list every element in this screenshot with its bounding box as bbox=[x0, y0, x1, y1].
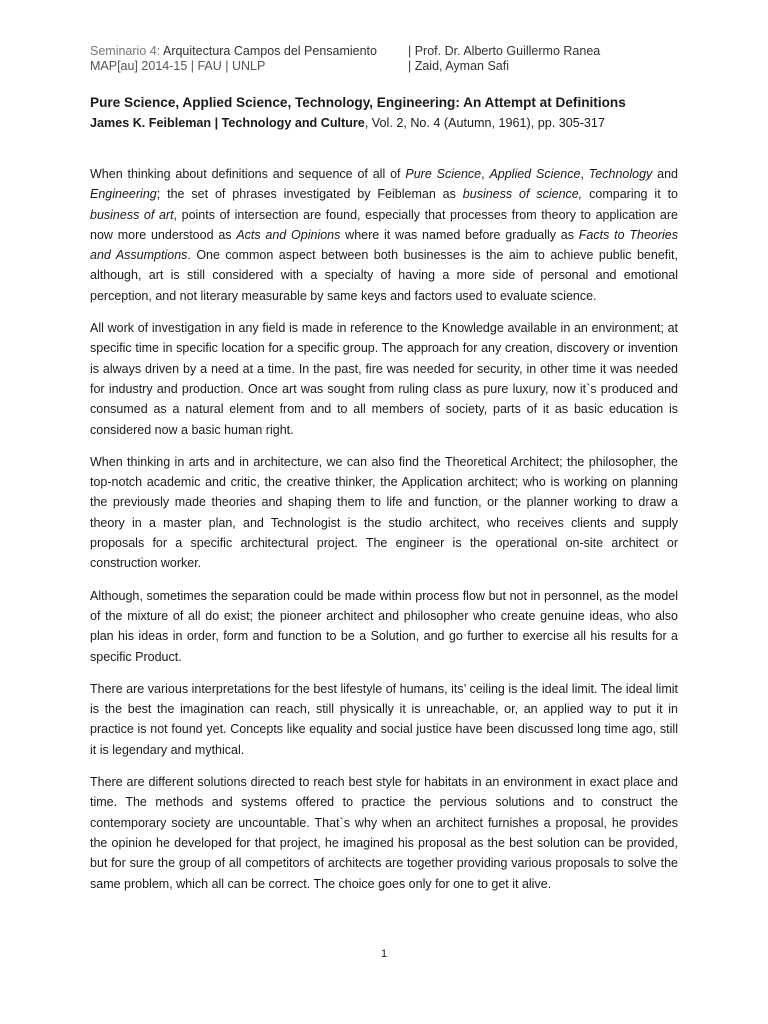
author-name: | Zaid, Ayman Safi bbox=[408, 59, 509, 73]
emphasis-facts-to-theories: Facts to Theories and Assumptions bbox=[90, 227, 678, 263]
text-run: . One common aspect between both businesses is the aim to achieve public benefit, although, art is still considered with a specialty of having a more side of personal and emotional perception, and not literary measurable by same keys and factors used to evaluate science. bbox=[90, 248, 678, 303]
course-info: MAP[au] 2014-15 | FAU | UNLP bbox=[90, 59, 266, 73]
page-header bbox=[90, 44, 710, 74]
paragraph-1 bbox=[90, 164, 678, 306]
text-run: When thinking about definitions and sequence of all of bbox=[90, 167, 406, 181]
text-run: ; the set of phrases investigated by Feibleman as bbox=[156, 187, 463, 202]
emphasis-business-of-science: business of science, bbox=[462, 187, 583, 202]
header-row-1 bbox=[90, 44, 710, 59]
seminar-line bbox=[90, 44, 408, 59]
paragraph-2: All work of investigation in any field is made in reference to the Knowledge available in an environment; at specific time in specific location for a specific group. The approach for any creation, discovery or invention is always driven by a need at a time. In the past, fire was needed for security, in other time it was needed for industry and production. Once art was sought from ruling class as pure luxury, now it`s produced and consumed as a natural element from and to all members of society, parts of it as basic education is considered now a basic human right. bbox=[90, 321, 678, 437]
paragraph-6: There are different solutions directed to reach best style for habitats in an environment in exact place and time. The methods and systems offered to practice the pervious solutions and to construct the contemporary society are uncountable. That`s why when an architect furnishes a proposal, he provides the opinion he developed for that project, he imagined his proposal as the best solution can be provided, but for sure the group of all competitors of architects are together providing various proposals to solve the same problem, which all can be correct. The choice goes only for one to get it alive. bbox=[90, 775, 678, 891]
paragraph-3: When thinking in arts and in architecture, we can also find the Theoretical Architect; the philosopher, the top-notch academic and critic, the creative thinker, the Application architect; who is working on planning the previously made theories and shaping them to life and function, or the planner working to draw a theory in a master plan, and Technologist is the studio architect, who receives clients and supply proposals for a specific architectural project. The engineer is the operational on-site architect or construction worker. bbox=[90, 454, 678, 571]
document-title: Pure Science, Applied Science, Technology, Engineering: An Attempt at Definitions bbox=[90, 95, 626, 110]
text-run: , bbox=[481, 167, 490, 181]
professor-name: | Prof. Dr. Alberto Guillermo Ranea bbox=[408, 44, 601, 58]
citation-author-journal: James K. Feibleman | Technology and Culture bbox=[90, 116, 365, 130]
paragraph-4: Although, sometimes the separation could be made within process flow but not in personnel, as the model of the mixture of all do exist; the pioneer architect and philosopher who create genuine ideas, who also plan his ideas in order, form and function to be a Solution, and go further to exercise all his results for a specific Product. bbox=[90, 588, 678, 664]
emphasis-engineering: Engineering bbox=[90, 187, 157, 202]
body-text bbox=[90, 164, 678, 906]
emphasis-applied-science: Applied Science bbox=[489, 167, 581, 181]
header-row-2 bbox=[90, 59, 710, 74]
paragraph-5: There are various interpretations for the best lifestyle of humans, its’ ceiling is the ideal limit. The ideal limit is the best the imagination can reach, still physically it is unreachable, or, an applied way to put it in practice is not found yet. Concepts like equality and social justice have been discussed long time ago, still it is legendary and mythical. bbox=[90, 681, 678, 757]
emphasis-technology: Technology bbox=[588, 167, 653, 181]
emphasis-pure-science: Pure Science bbox=[405, 167, 482, 181]
seminar-title: Arquitectura Campos del Pensamiento bbox=[162, 44, 377, 58]
page-number: 1 bbox=[380, 948, 388, 960]
text-run: , points of intersection are found, especially that processes from theory to application are now more understood as bbox=[90, 207, 678, 242]
emphasis-acts-and-opinions: Acts and Opinions bbox=[236, 227, 341, 242]
text-run: where it was named before gradually as bbox=[340, 227, 579, 242]
title-block bbox=[90, 94, 690, 132]
document-citation bbox=[90, 114, 690, 132]
citation-volume-pages: , Vol. 2, No. 4 (Autumn, 1961), pp. 305-317 bbox=[364, 116, 605, 130]
seminar-label: Seminario 4: bbox=[90, 44, 161, 58]
text-run: and bbox=[652, 167, 678, 181]
text-run: , bbox=[580, 167, 589, 181]
emphasis-business-of-art: business of art bbox=[90, 207, 174, 222]
text-run: comparing it to bbox=[582, 187, 678, 202]
